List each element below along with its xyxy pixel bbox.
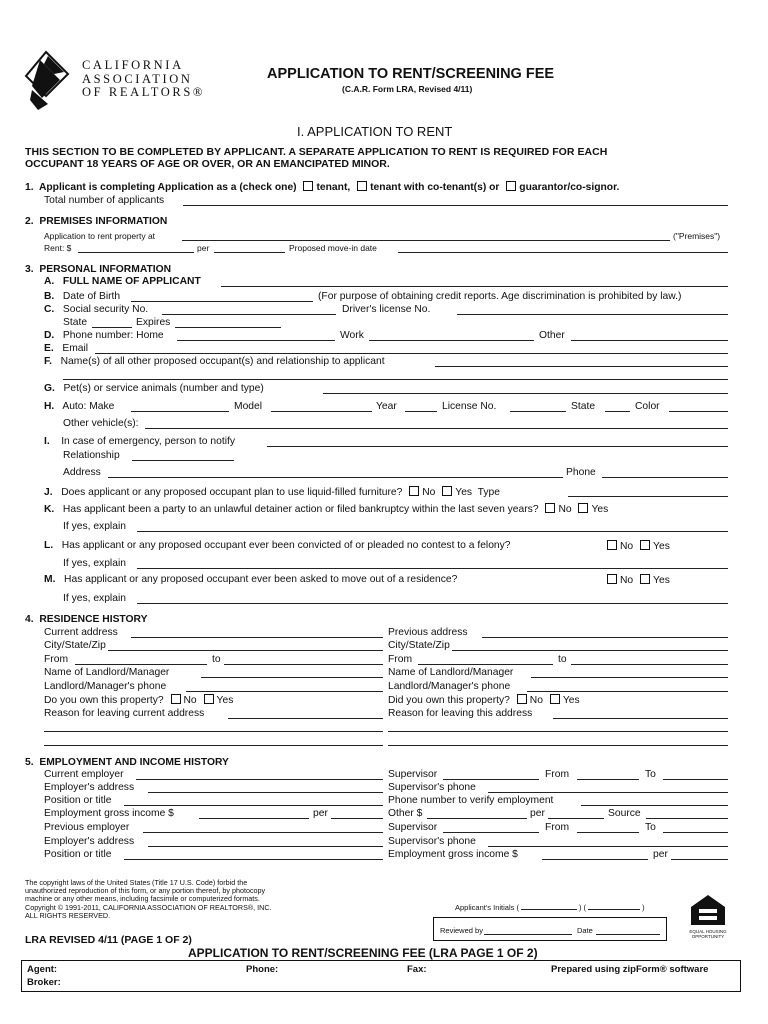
full-name-field[interactable] (221, 286, 728, 287)
res-to2-label: to (558, 654, 567, 665)
emp-supervisor-label: Supervisor (388, 769, 438, 780)
movein-label: Proposed move-in date (289, 243, 377, 253)
intro-line2: OCCUPANT 18 YEARS OF AGE OR OVER, OR AN EMANCIPATED MINOR. (25, 158, 390, 170)
k-explain-label: If yes, explain (63, 521, 126, 532)
initials-field-2[interactable] (588, 902, 640, 910)
didown-no-checkbox[interactable] (517, 694, 527, 704)
item-c: C. Social security No. (44, 304, 149, 315)
emp-address2-label: Employer's address (44, 836, 135, 847)
other-vehicles-field[interactable] (145, 428, 728, 429)
emp-verify-label: Phone number to verify employment (388, 795, 554, 806)
year-label: Year (376, 401, 397, 412)
item-h: H. Auto: Make (44, 401, 115, 412)
reviewed-box (433, 917, 667, 941)
emp-supphone2-label: Supervisor's phone (388, 836, 476, 847)
item-l: L. Has applicant or any proposed occupant ever been convicted of or pleaded no contest to a felony? (44, 540, 511, 551)
premises-suffix: ("Premises") (673, 231, 721, 241)
res-prev-field[interactable] (482, 637, 728, 638)
emergency-phone-field[interactable] (602, 477, 728, 478)
expires-label: Expires (136, 317, 171, 328)
l-options: No Yes (603, 540, 670, 552)
j-yes-checkbox[interactable] (442, 486, 452, 496)
emp-other-label: Other $ (388, 808, 423, 819)
emp-position-label: Position or title (44, 795, 112, 806)
color-field[interactable] (669, 411, 728, 412)
furniture-type-field[interactable] (568, 496, 728, 497)
res-from-field[interactable] (75, 664, 207, 665)
res-reason2-field-3[interactable] (388, 745, 728, 746)
res-llphone-label: Landlord/Manager's phone (44, 681, 167, 692)
emp-from-label: From (545, 769, 570, 780)
broker-label: Broker: (27, 977, 61, 988)
other-phone-label: Other (539, 330, 565, 341)
section-3-head: 3. PERSONAL INFORMATION (25, 264, 172, 275)
emp-source-field[interactable] (646, 818, 728, 819)
emp-to2-label: To (645, 822, 656, 833)
car-logo (24, 50, 74, 114)
k-explain-field[interactable] (137, 531, 728, 532)
home-phone-field[interactable] (177, 340, 335, 341)
own-no-checkbox[interactable] (171, 694, 181, 704)
section-5-head: 5. EMPLOYMENT AND INCOME HISTORY (25, 757, 229, 768)
emp-to-field[interactable] (663, 779, 728, 780)
emp-position2-field[interactable] (124, 859, 383, 860)
state-field[interactable] (92, 327, 132, 328)
emp-gross-label: Employment gross income $ (44, 808, 174, 819)
res-csz-field[interactable] (108, 650, 383, 651)
emp-verify-field[interactable] (581, 805, 728, 806)
m-no-checkbox[interactable] (607, 574, 617, 584)
emp-gross2-per-label: per (653, 849, 668, 860)
res-own: Do you own this property? No Yes (44, 695, 234, 706)
emp-position-field[interactable] (124, 805, 383, 806)
emp-supphone2-field[interactable] (488, 846, 728, 847)
emp-to-label: To (645, 769, 656, 780)
k-no-checkbox[interactable] (545, 503, 555, 513)
copyright-notice: The copyright laws of the United States (Title 17 U.S. Code) forbid the unauthorized reproduction of this form, or any portion thereof, by photocopy machine or any other means, including facsimile or computerized formats. Copyright © 1991-2011, CALIFORNIA ASSOCIATION OF REALTORS®, INC. ALL RIGHTS RESERVED. (25, 878, 272, 920)
org-name: CALIFORNIA ASSOCIATION OF REALTORS® (82, 58, 206, 99)
color-label: Color (635, 401, 660, 412)
revision-label: LRA REVISED 4/11 (PAGE 1 OF 2) (25, 934, 192, 946)
total-applicants-field[interactable] (183, 205, 728, 206)
res-from-label: From (44, 654, 69, 665)
section-2-head: 2. PREMISES INFORMATION (25, 216, 168, 227)
premises-field[interactable] (182, 240, 670, 241)
emergency-phone-label: Phone (566, 467, 596, 478)
emp-from-field[interactable] (577, 779, 639, 780)
license-field[interactable] (510, 411, 566, 412)
m-options: No Yes (603, 574, 670, 586)
emp-supphone-field[interactable] (488, 792, 728, 793)
emp-source-label: Source (608, 808, 641, 819)
emp-gross-field[interactable] (199, 818, 309, 819)
emp-address-label: Employer's address (44, 782, 135, 793)
item-f: F. Name(s) of all other proposed occupant(s) and relationship to applicant (44, 356, 385, 367)
total-applicants-label: Total number of applicants (44, 195, 165, 206)
address-label: Address (63, 467, 101, 478)
reviewed-label: Reviewed by (440, 926, 483, 935)
res-current-field[interactable] (131, 637, 383, 638)
res-reason2-label: Reason for leaving this address (388, 708, 533, 719)
guarantor-checkbox[interactable] (506, 181, 516, 191)
res-reason-label: Reason for leaving current address (44, 708, 205, 719)
emp-address-field[interactable] (148, 792, 383, 793)
res-llphone2-field[interactable] (527, 691, 728, 692)
date-label: Date (577, 926, 593, 935)
emp-gross2-field[interactable] (542, 859, 648, 860)
fax-label: Fax: (407, 964, 427, 975)
phone-label: Phone: (246, 964, 279, 975)
dl-field[interactable] (457, 314, 728, 315)
res-llphone-field[interactable] (186, 691, 383, 692)
res-llname2-label: Name of Landlord/Manager (388, 667, 514, 678)
emp-supphone-label: Supervisor's phone (388, 782, 476, 793)
emp-current-field[interactable] (136, 779, 383, 780)
work-phone-field[interactable] (369, 340, 534, 341)
item-d: D. Phone number: Home (44, 330, 164, 341)
form-subtitle: (C.A.R. Form LRA, Revised 4/11) (342, 84, 473, 94)
emp-gross2-per-field[interactable] (671, 859, 728, 860)
reviewed-field[interactable] (484, 934, 572, 935)
item-a: A. FULL NAME OF APPLICANT (44, 276, 201, 287)
emp-gross2-label: Employment gross income $ (388, 849, 518, 860)
res-current-label: Current address (44, 627, 118, 638)
item-i: I. In case of emergency, person to notify (44, 436, 235, 447)
res-reason-field[interactable] (228, 718, 383, 719)
res-csz2-label: City/State/Zip (388, 640, 450, 651)
res-prev-label: Previous address (388, 627, 468, 638)
car-logo-icon (24, 50, 74, 114)
review-date-field[interactable] (596, 934, 660, 935)
emp-address2-field[interactable] (148, 846, 383, 847)
agent-box (21, 960, 741, 992)
res-reason-field-2[interactable] (44, 731, 383, 732)
auto-make-field[interactable] (131, 411, 229, 412)
form-title: APPLICATION TO RENT/SCREENING FEE (267, 66, 555, 82)
item-k: K. Has applicant been a party to an unlawful detainer action or filed bankruptcy within the last seven years? No Yes (44, 504, 609, 515)
emp-supervisor2-field[interactable] (443, 832, 539, 833)
l-yes-checkbox[interactable] (640, 540, 650, 550)
emp-current-label: Current employer (44, 769, 124, 780)
dl-label: Driver's license No. (342, 304, 431, 315)
l-no-checkbox[interactable] (607, 540, 617, 550)
m-explain-field[interactable] (137, 603, 728, 604)
agent-label: Agent: (27, 964, 58, 975)
equal-housing-icon (688, 894, 728, 926)
section-1: 1. Applicant is completing Application as a (check one) tenant, tenant with co-tenant(s) or guarantor/co-signor. (25, 182, 620, 193)
emp-gross-per-label: per (313, 808, 328, 819)
emp-supervisor2-label: Supervisor (388, 822, 438, 833)
dob-field[interactable] (131, 301, 313, 302)
tenant-checkbox[interactable] (303, 181, 313, 191)
movein-field[interactable] (398, 252, 728, 253)
res-llphone2-label: Landlord/Manager's phone (388, 681, 511, 692)
per-label: per (197, 243, 210, 253)
model-field[interactable] (271, 411, 372, 412)
other-vehicles-label: Other vehicle(s): (63, 418, 139, 429)
res-csz-label: City/State/Zip (44, 640, 106, 651)
footer-title: APPLICATION TO RENT/SCREENING FEE (LRA PAGE 1 OF 2) (188, 946, 538, 960)
occupants-field-2[interactable] (63, 379, 728, 380)
intro-line1: THIS SECTION TO BE COMPLETED BY APPLICANT. A SEPARATE APPLICATION TO RENT IS REQUIRED FOR EACH (25, 146, 608, 158)
work-label: Work (340, 330, 364, 341)
item-m: M. Has applicant or any proposed occupant ever been asked to move out of a residence? (44, 574, 458, 585)
expires-field[interactable] (175, 327, 281, 328)
emp-from2-label: From (545, 822, 570, 833)
emp-gross-per-field[interactable] (331, 818, 383, 819)
res-to2-field[interactable] (571, 664, 728, 665)
license-label: License No. (442, 401, 497, 412)
m-explain-label: If yes, explain (63, 593, 126, 604)
l-explain-label: If yes, explain (63, 558, 126, 569)
emergency-address-field[interactable] (108, 477, 563, 478)
auto-state-label: State (571, 401, 596, 412)
emp-prev-label: Previous employer (44, 822, 130, 833)
item-b: B. Date of Birth (44, 291, 121, 302)
relationship-field[interactable] (132, 460, 234, 461)
initials-field-1[interactable] (521, 902, 577, 910)
state-label: State (63, 317, 88, 328)
emp-to2-field[interactable] (663, 832, 728, 833)
res-llname-field[interactable] (201, 677, 383, 678)
item-j: J. Does applicant or any proposed occupant plan to use liquid-filled furniture? No Yes Type (44, 487, 500, 498)
didown-yes-checkbox[interactable] (550, 694, 560, 704)
relationship-label: Relationship (63, 450, 120, 461)
auto-state-field[interactable] (605, 411, 630, 412)
pets-field[interactable] (323, 393, 728, 394)
model-label: Model (234, 401, 263, 412)
res-reason2-field[interactable] (553, 718, 728, 719)
rent-label: Rent: $ (44, 243, 72, 253)
emp-other-field[interactable] (427, 818, 527, 819)
emp-other-per-field[interactable] (548, 818, 604, 819)
res-to-field[interactable] (224, 664, 383, 665)
res-csz2-field[interactable] (452, 650, 728, 651)
m-yes-checkbox[interactable] (640, 574, 650, 584)
j-no-checkbox[interactable] (409, 486, 419, 496)
dob-note: (For purpose of obtaining credit reports. Age discrimination is prohibited by law.) (318, 291, 682, 302)
res-didown: Did you own this property? No Yes (388, 695, 580, 706)
part1-title: I. APPLICATION TO RENT (297, 124, 453, 139)
res-to-label: to (212, 654, 221, 665)
own-yes-checkbox[interactable] (204, 694, 214, 704)
rent-per-field[interactable] (214, 252, 285, 253)
item-e: E. Email (44, 343, 89, 354)
res-reason2-field-2[interactable] (388, 731, 728, 732)
occupants-field[interactable] (435, 366, 728, 367)
ssn-field[interactable] (162, 314, 336, 315)
res-llname2-field[interactable] (531, 677, 728, 678)
emp-supervisor-field[interactable] (443, 779, 539, 780)
equal-housing-logo: EQUAL HOUSING OPPORTUNITY (688, 894, 728, 940)
rent-field[interactable] (78, 252, 194, 253)
res-from2-field[interactable] (418, 664, 553, 665)
emergency-contact-field[interactable] (267, 446, 728, 447)
email-field[interactable] (95, 353, 728, 354)
res-from2-label: From (388, 654, 413, 665)
emp-prev-field[interactable] (143, 832, 383, 833)
prepared-label: Prepared using zipForm® software (551, 964, 709, 975)
res-reason-field-3[interactable] (44, 745, 383, 746)
section-4-head: 4. RESIDENCE HISTORY (25, 614, 148, 625)
res-llname-label: Name of Landlord/Manager (44, 667, 170, 678)
emp-from2-field[interactable] (577, 832, 639, 833)
applicant-initials: Applicant's Initials ( ) ( ) (455, 903, 645, 912)
other-phone-field[interactable] (571, 340, 728, 341)
emp-other-per-label: per (530, 808, 545, 819)
emp-position2-label: Position or title (44, 849, 112, 860)
k-yes-checkbox[interactable] (578, 503, 588, 513)
item-g: G. Pet(s) or service animals (number and type) (44, 383, 264, 394)
year-field[interactable] (405, 411, 437, 412)
cotenant-checkbox[interactable] (357, 181, 367, 191)
l-explain-field[interactable] (137, 568, 728, 569)
premises-label: Application to rent property at (44, 231, 156, 241)
